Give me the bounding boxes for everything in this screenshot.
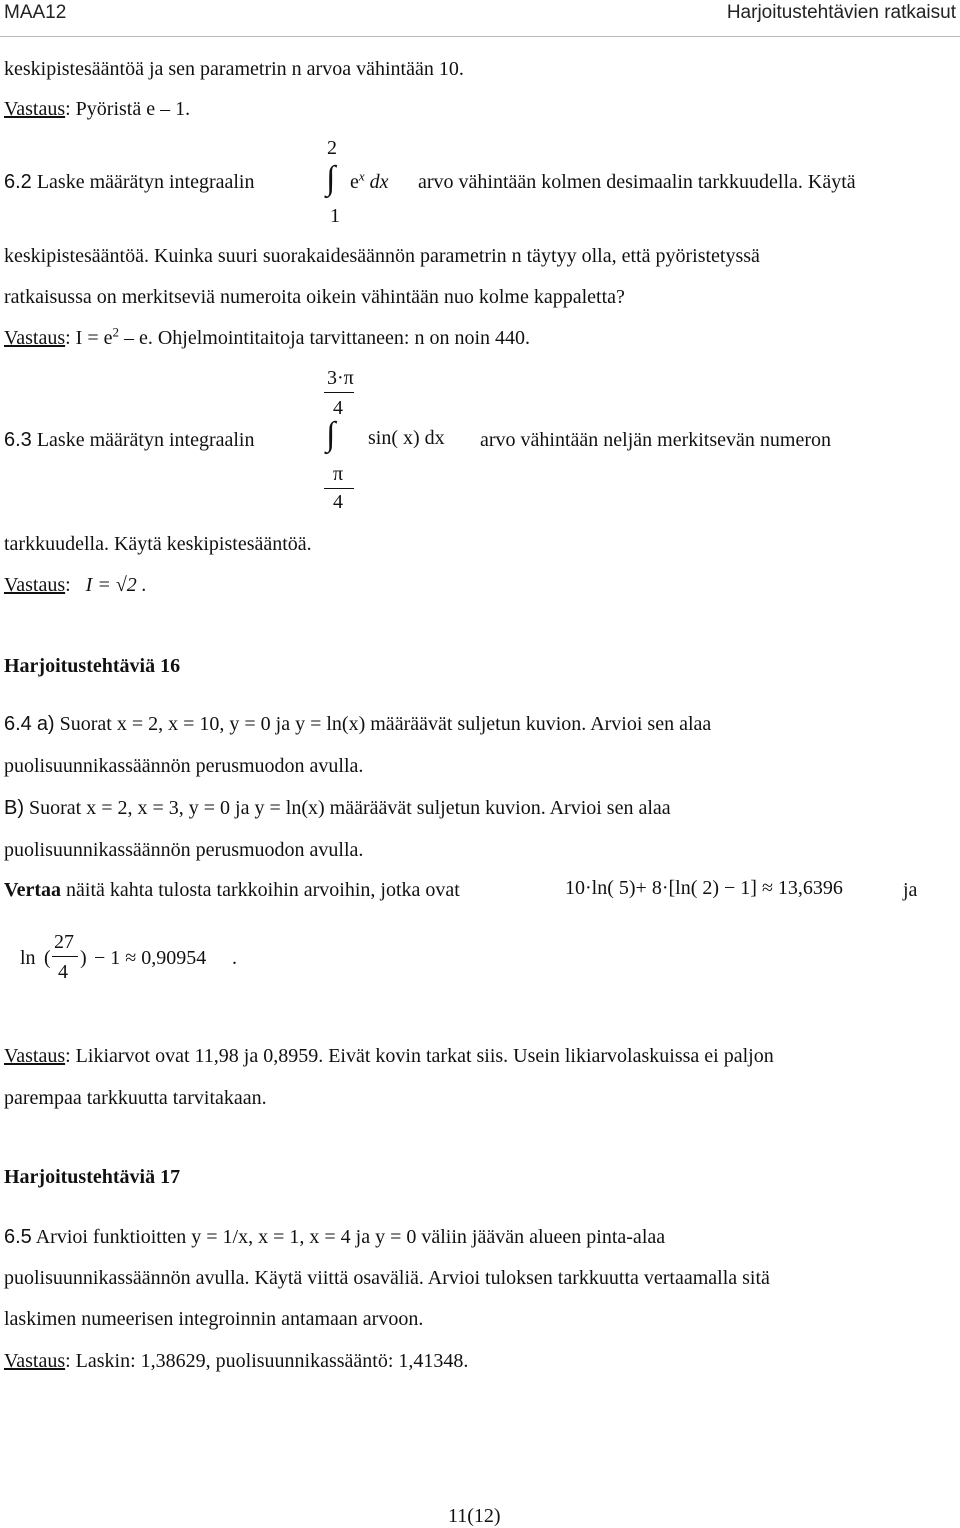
- ex65-text: Arvioi funktioitten y = 1/x, x = 1, x = 4 ja y = 0 väliin jäävän alueen pinta-alaa: [35, 1226, 666, 1248]
- integral-lower-limit: 1: [330, 205, 340, 227]
- document-title: Harjoitustehtävien ratkaisut: [726, 2, 956, 23]
- integral-sign: ∫: [326, 416, 336, 453]
- part-a-label: a): [36, 713, 55, 735]
- ex62-lead: [4, 170, 255, 194]
- ex65-answer: [4, 1349, 468, 1373]
- integral-sign: ∫: [326, 160, 336, 197]
- integrand-base: e: [350, 171, 359, 193]
- exercise-number: 6.5: [4, 1226, 32, 1248]
- formula2-open-paren: (: [44, 947, 51, 969]
- section-heading-17: Harjoitustehtäviä 17: [4, 1166, 181, 1188]
- ex63-lead-text: Laske määrätyn integraalin: [36, 429, 255, 451]
- answer-text: : Likiarvot ovat 11,98 ja 0,8959. Eivät kovin tarkat siis. Usein likiarvolaskuissa ei paljon: [65, 1045, 774, 1067]
- answer-label: Vastaus: [4, 1045, 66, 1067]
- exercise-number: 6.4: [4, 713, 32, 735]
- formula2-denominator: 4: [58, 961, 68, 983]
- section-heading-16: Harjoitustehtäviä 16: [4, 655, 181, 677]
- lower-limit-numerator: π: [333, 463, 344, 485]
- upper-limit-fraction-bar: [324, 392, 354, 393]
- lower-limit-fraction-bar: [324, 488, 354, 489]
- lower-limit-denominator: 4: [333, 491, 343, 513]
- formula2-fraction-bar: [52, 956, 78, 957]
- answer-top: [4, 97, 190, 121]
- answer-label: Vastaus: [4, 98, 66, 120]
- integrand-dx: dx: [369, 171, 389, 193]
- ex62-tail: arvo vähintään kolmen desimaalin tarkkuudella. Käytä: [418, 171, 856, 193]
- ex63-answer: Vastaus: I = √2 .: [4, 574, 147, 596]
- part-b-text: Suorat x = 2, x = 3, y = 0 ja y = ln(x) määräävät suljetun kuvion. Arvioi sen alaa: [29, 797, 671, 819]
- exercise-number: 6.2: [4, 171, 32, 193]
- course-code: MAA12: [4, 2, 67, 23]
- part-b-line2: puolisuunnikassäännön perusmuodon avulla.: [4, 839, 364, 861]
- compare-bold: Vertaa: [4, 879, 62, 901]
- ex62-line3: ratkaisussa on merkitseviä numeroita oikein vähintään nuo kolme kappaletta?: [4, 286, 625, 308]
- ex62-line2: keskipistesääntöä. Kuinka suuri suorakaidesäännön parametrin n täytyy olla, että pyöristetyssä: [4, 245, 760, 267]
- answer-text: : Laskin: 1,38629, puolisuunnikassääntö: 1,41348.: [65, 1350, 469, 1372]
- answer-prefix: : I = e: [65, 327, 113, 349]
- answer-text: : Pyöristä e – 1.: [65, 98, 191, 120]
- integrand-exponent: x: [358, 168, 365, 184]
- answer-label: Vastaus: [4, 1350, 66, 1372]
- compare-line: [4, 878, 460, 902]
- ex64-answer-line2: parempaa tarkkuutta tarvitakaan.: [4, 1087, 267, 1109]
- integral-upper-limit: 2: [327, 137, 337, 159]
- ex65-line2: puolisuunnikassäännön avulla. Käytä viittä osaväliä. Arvioi tuloksen tarkkuutta vertaamalla sitä: [4, 1267, 770, 1289]
- answer-suffix: – e. Ohjelmointitaitoja tarvittaneen: n on noin 440.: [118, 327, 531, 349]
- formula2-close-paren: ): [80, 947, 87, 969]
- exercise-number: 6.3: [4, 429, 32, 451]
- formula1-tail: ja: [903, 879, 918, 901]
- compare-text: näitä kahta tulosta tarkkoihin arvoihin, jotka ovat: [66, 879, 460, 901]
- part-b-label: B): [4, 797, 24, 819]
- part-a-line2: puolisuunnikassäännön perusmuodon avulla.: [4, 755, 364, 777]
- header-divider: [0, 36, 960, 37]
- part-a-text: Suorat x = 2, x = 10, y = 0 ja y = ln(x) määräävät suljetun kuvion. Arvioi sen alaa: [59, 713, 712, 735]
- ex63-tail: arvo vähintään neljän merkitsevän numeron: [480, 429, 831, 451]
- upper-limit-numerator: 3·π: [327, 367, 354, 389]
- integrand: sin( x) dx: [368, 427, 445, 449]
- ex65-line3: laskimen numeerisen integroinnin antamaan arvoon.: [4, 1308, 424, 1330]
- answer-exponent: 2: [112, 324, 119, 340]
- answer-label: Vastaus: [4, 327, 66, 349]
- ex63-line2: tarkkuudella. Käytä keskipistesääntöä.: [4, 533, 312, 555]
- formula2-rest: − 1 ≈ 0,90954: [94, 947, 207, 969]
- answer-formula: I = √2 .: [85, 574, 147, 596]
- ex65-line1: [4, 1225, 665, 1249]
- exact-value-formula-1: 10·ln( 5)+ 8·[ln( 2) − 1] ≈ 13,6396: [565, 877, 843, 899]
- integrand: [350, 170, 389, 194]
- ex62-lead-text: Laske määrätyn integraalin: [36, 171, 255, 193]
- ex64-answer: [4, 1044, 774, 1068]
- ex62-answer: [4, 326, 530, 350]
- formula2-numerator: 27: [54, 931, 74, 953]
- upper-limit-denominator: 4: [333, 397, 343, 419]
- answer-label: Vastaus: [4, 574, 66, 596]
- ex63-lead: [4, 428, 255, 452]
- continuation-line: keskipistesääntöä ja sen parametrin n arvoa vähintään 10.: [4, 58, 464, 80]
- formula2-tail: .: [232, 947, 237, 969]
- formula2-ln: ln: [20, 947, 36, 969]
- ex64-a: [4, 712, 711, 736]
- page-number: 11(12): [448, 1505, 501, 1527]
- ex64-b: [4, 796, 671, 820]
